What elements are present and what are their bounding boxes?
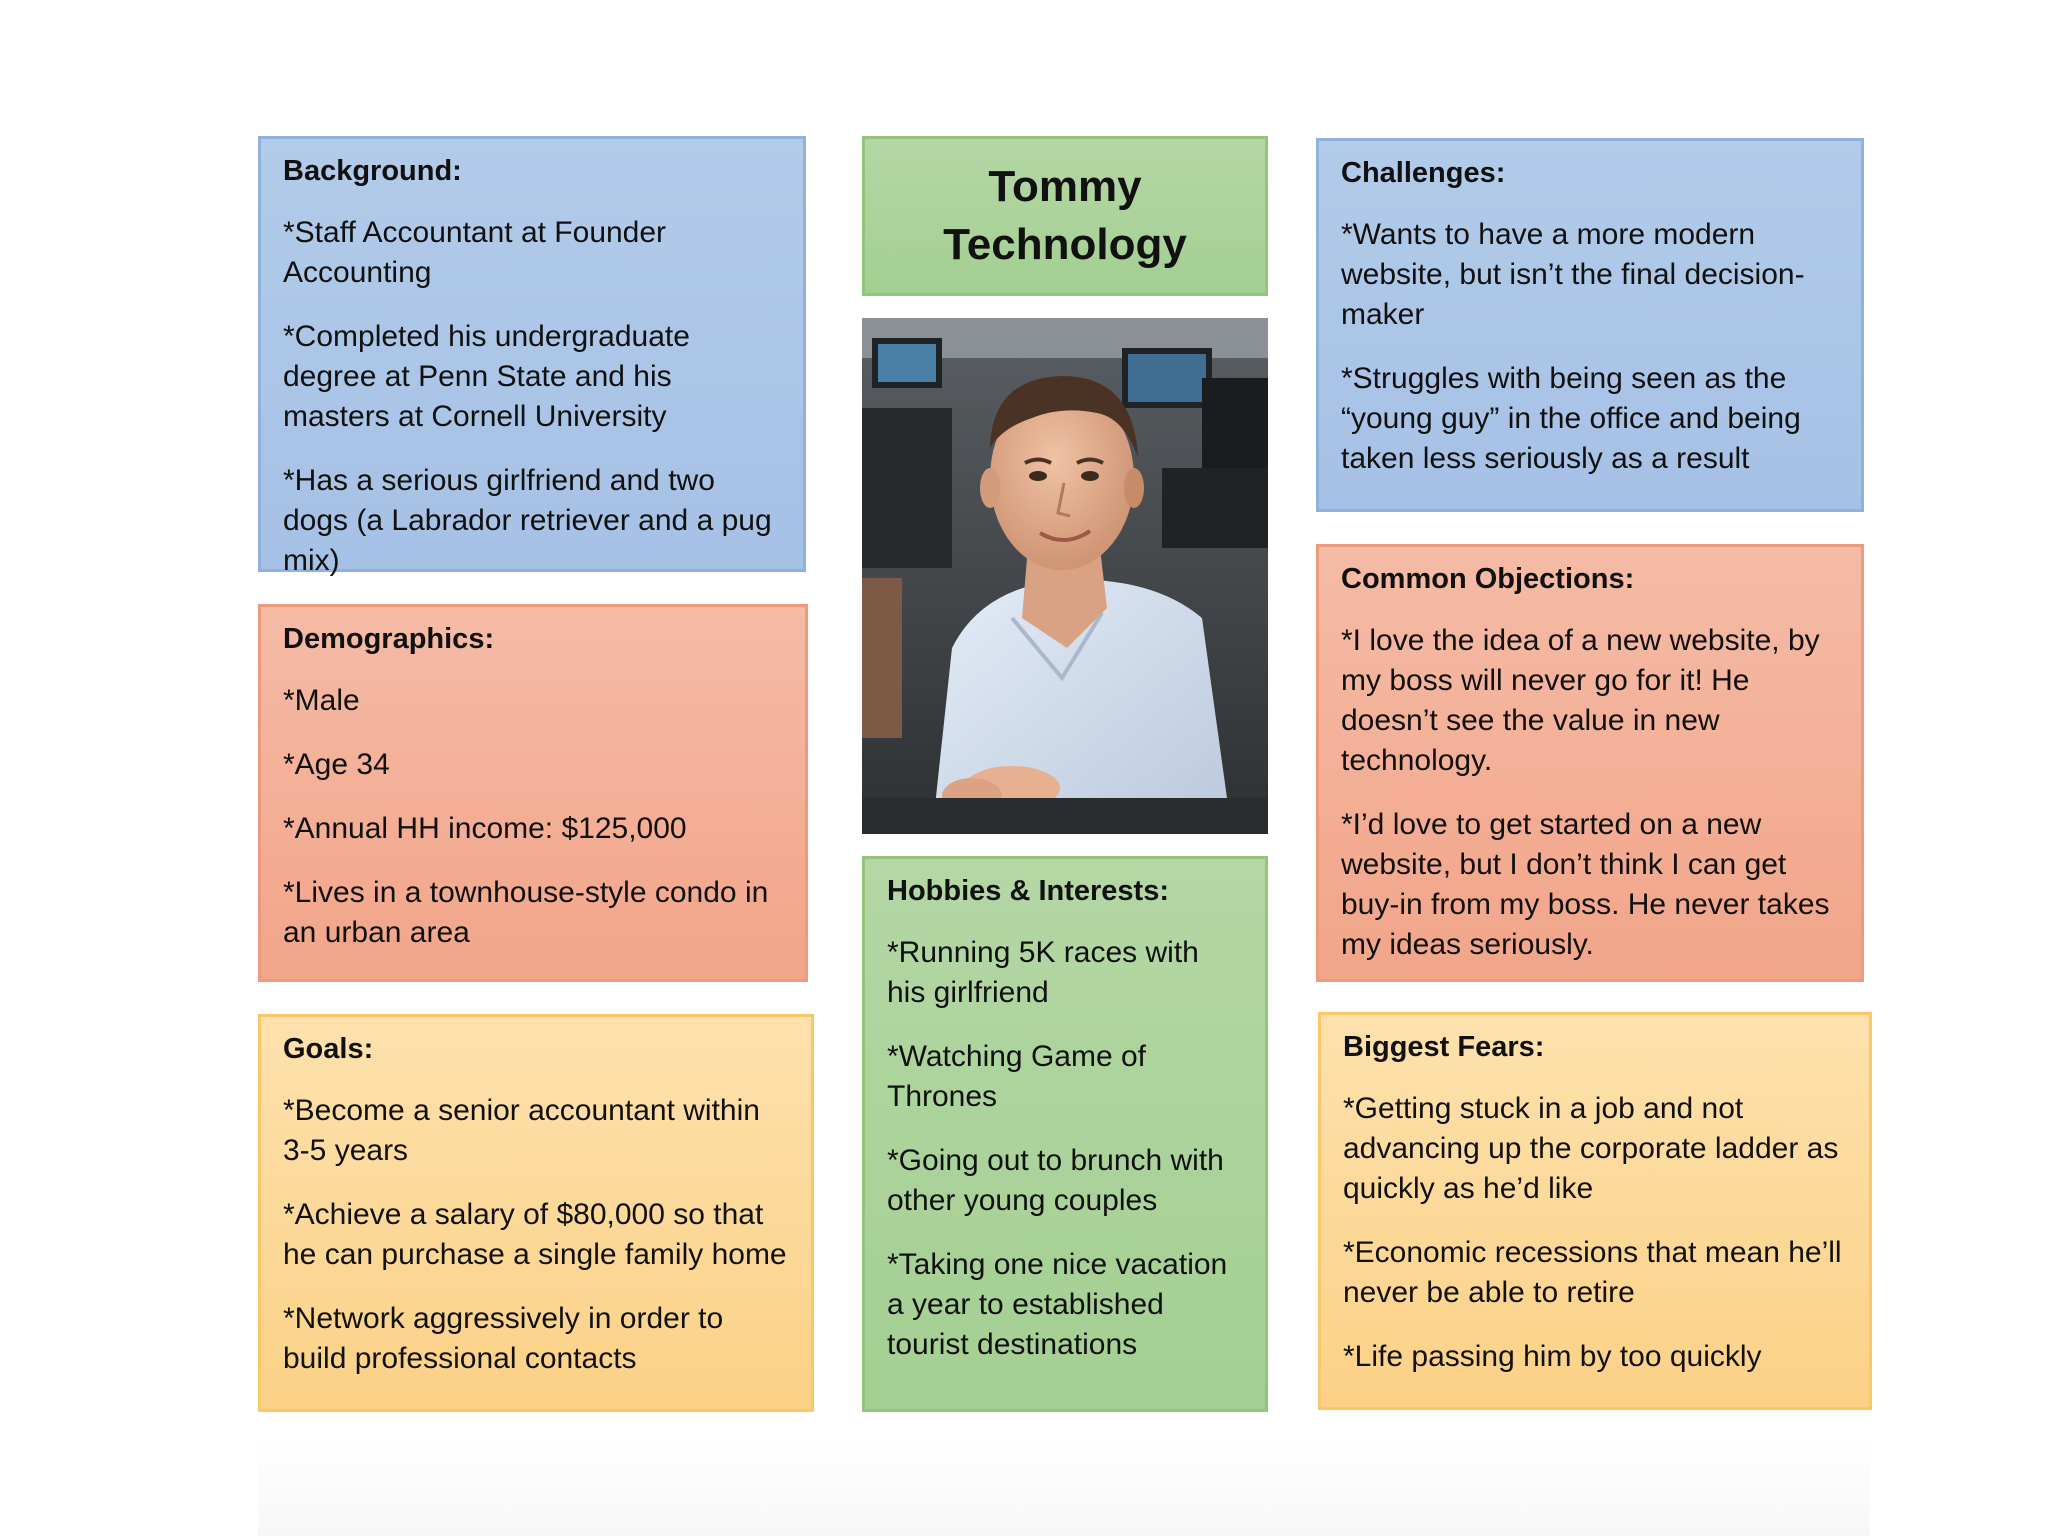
challenges-card — [1316, 138, 1864, 512]
demographics-item: *Annual HH income: $125,000 — [283, 812, 687, 845]
demographics-card — [258, 604, 808, 982]
background-item: *Staff Accountant at Founder Accounting — [283, 216, 667, 289]
demographics-heading: Demographics: — [283, 623, 495, 655]
challenges-item: *Wants to have a more modern website, but isn’t the final decision-maker — [1341, 218, 1805, 331]
goals-heading: Goals: — [283, 1033, 374, 1065]
fears-item: *Life passing him by too quickly — [1343, 1340, 1762, 1373]
demographics-item: *Age 34 — [283, 748, 390, 781]
hobbies-heading: Hobbies & Interests: — [887, 875, 1169, 907]
background-heading: Background: — [283, 155, 462, 187]
background-item: *Completed his undergraduate degree at Penn State and his masters at Cornell University — [283, 320, 690, 433]
page-bottom-shade — [258, 1440, 1870, 1536]
fears-heading: Biggest Fears: — [1343, 1031, 1545, 1063]
challenges-item: *Struggles with being seen as the “young guy” in the office and being taken less seriously as a result — [1341, 362, 1801, 475]
demographics-item: *Lives in a townhouse-style condo in an urban area — [283, 876, 769, 949]
fears-item: *Getting stuck in a job and not advancing up the corporate ladder as quickly as he’d like — [1343, 1092, 1839, 1205]
objections-card — [1316, 544, 1864, 982]
goals-item: *Network aggressively in order to build professional contacts — [283, 1302, 724, 1375]
persona-photo — [862, 318, 1268, 834]
goals-item: *Achieve a salary of $80,000 so that he can purchase a single family home — [283, 1198, 787, 1271]
hobbies-card — [862, 856, 1268, 1412]
objections-heading: Common Objections: — [1341, 563, 1635, 595]
background-item: *Has a serious girlfriend and two dogs (a Labrador retriever and a pug mix) — [283, 464, 772, 577]
background-card — [258, 136, 806, 577]
challenges-heading: Challenges: — [1341, 157, 1506, 189]
hobbies-item: *Watching Game of Thrones — [887, 1040, 1146, 1113]
objections-item: *I love the idea of a new website, by my boss will never go for it! He doesn’t see the value in new technology. — [1341, 624, 1820, 777]
goals-card — [258, 1014, 814, 1412]
persona-name-card — [862, 136, 1268, 296]
portrait-illustration — [862, 318, 1268, 834]
hobbies-item: *Taking one nice vacation a year to established tourist destinations — [887, 1248, 1228, 1361]
fears-item: *Economic recessions that mean he’ll never be able to retire — [1343, 1236, 1842, 1309]
objections-item: *I’d love to get started on a new website, but I don’t think I can get buy-in from my boss. He never takes my ideas seriously. — [1341, 808, 1830, 961]
hobbies-item: *Going out to brunch with other young couples — [887, 1144, 1224, 1217]
hobbies-item: *Running 5K races with his girlfriend — [887, 936, 1199, 1009]
demographics-item: *Male — [283, 684, 360, 717]
fears-card — [1318, 1012, 1872, 1410]
persona-name: Tommy Technology — [943, 162, 1187, 269]
goals-item: *Become a senior accountant within 3-5 years — [283, 1094, 760, 1167]
